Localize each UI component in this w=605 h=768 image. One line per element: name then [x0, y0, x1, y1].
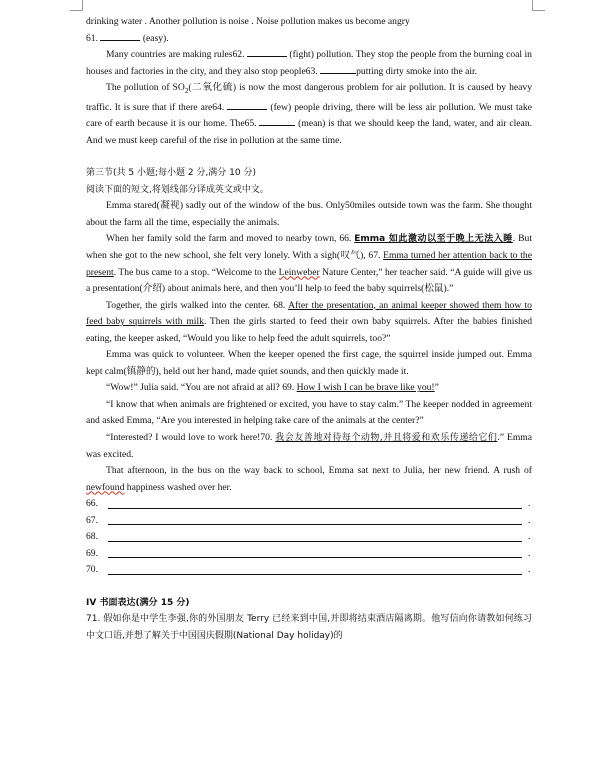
answer-line-66[interactable]: 66. .: [86, 498, 531, 510]
translation-68: After the presentation, an animal keeper showed them how to feed baby squirrels with milk: [86, 299, 532, 328]
story-paragraph-5: “Wow!” Julia said. “You are not afraid at all? 69. How I wish I can be brave like you!”: [106, 382, 439, 394]
blank-64[interactable]: [227, 109, 267, 110]
translation-66: Emma 如此激动以至于晚上无法入睡: [354, 234, 513, 245]
section-3-instruction: 阅读下面的短文,将划线部分译成英文或中文。: [86, 184, 269, 195]
spellcheck-word: Leinweber: [278, 266, 320, 278]
story-paragraph-7: “Interested? I would love to work here!70. 我会友善地对待每个动物,并且将爱和欢乐传递给它们.” Emma was excited.: [86, 432, 532, 460]
answer-line-69[interactable]: 69. .: [86, 547, 531, 559]
answer-line-70[interactable]: 70. .: [86, 564, 531, 576]
story-paragraph-3: Together, the girls walked into the center. 68. After the presentation, an animal keeper showed them how to feed baby squirrels with milk. Then the girls started to feed their own baby squirrels. After the babies finished eating, the keeper asked, “Would you like to help feed the adult squirrels, too?”: [86, 299, 533, 344]
story-paragraph-4: Emma was quick to volunteer. When the keeper opened the first cage, the squirrel inside jumped out. Emma kept calm(镇静的), held out her hand, made quiet sounds, and then quickly made it.: [86, 349, 532, 377]
translation-69: How I wish I can be brave like you!: [296, 382, 435, 394]
blank-63[interactable]: [320, 73, 356, 74]
story-paragraph-8: That afternoon, in the bus on the way back to school, Emma sat next to Julia, her new friend. A rush of newfound happiness washed over her.: [86, 465, 532, 493]
passage1-first-line: drinking water . Another pollution is noise . Noise pollution makes us become angry: [86, 16, 410, 27]
story-paragraph-6: “I know that when animals are frightened or excited, you have to stay calm.” The keeper nodded in agreement and asked Emma, “Are you interested in helping take care of the animals at the center?”: [86, 398, 532, 427]
translation-70: 我会友善地对待每个动物,并且将爱和欢乐传递给它们: [275, 433, 498, 444]
translation-67: Emma turned her attention back to the present: [86, 250, 532, 278]
corner-mark-top-right-h: [532, 10, 545, 11]
passage1-paragraph-2: Many countries are making rules62. (fight) pollution. They stop the people from the burning coal in houses and factories in the city, and they also stop people63. putting dirty smoke into the air.: [86, 49, 532, 77]
answer-line-67[interactable]: 67. .: [86, 514, 531, 526]
blank-65[interactable]: [259, 125, 295, 126]
question-61: 61. (easy).: [86, 32, 169, 44]
passage1-paragraph-3: The pollution of $SO_2$(二氧化硫) is now the most dangerous problem for air pollution. It is caused by heavy traffic. It is sure that if there are64. (few) people driving, there will be less air pollution. We must take care of earth because it is our home. The65. (mean) is that we should keep the land, water, and air clean. And we must keep careful of the rise in pollution at the same time.: [86, 82, 533, 146]
blank-62[interactable]: [247, 56, 287, 57]
corner-mark-top-right-v: [532, 0, 533, 11]
spellcheck-word-2: newfound: [86, 481, 125, 493]
corner-mark-top-left-v: [82, 0, 83, 11]
writing-prompt-71: 71. 假如你是中学生李强,你的外国朋友 Terry 已经来到中国,并即将结束酒店隔离期。他写信向你请教如何练习中文口语,并想了解关于中国国庆假期(National Day holiday)的: [86, 614, 532, 641]
document-page: [86, 14, 532, 644]
blank-61[interactable]: [100, 40, 140, 41]
story-paragraph-2: When her family sold the farm and moved to nearby town, 66. Emma 如此激动以至于晚上无法入睡. But when she got to the new school, she felt very lonely. With a sigh(叹气), 67. Emma turned her attention back to the present. The bus came to a stop. “Welcome to the Leinweber Nature Center,” her teacher said. “A guide will give us a presentation(介绍) about animals here, and then you’ll help to feed the baby squirrels(松鼠).”: [86, 233, 532, 295]
answer-line-68[interactable]: 68. .: [86, 531, 531, 543]
section-4-heading: IV 书面表达(满分 15 分): [86, 597, 190, 608]
story-paragraph-1: Emma stared(凝视) sadly out of the window of the bus. Only50miles outside town was the farm. She thought about the farm all the time, especially the animals.: [86, 200, 532, 228]
section-3-heading: 第三节(共 5 小题;每小题 2 分,满分 10 分): [86, 168, 256, 179]
